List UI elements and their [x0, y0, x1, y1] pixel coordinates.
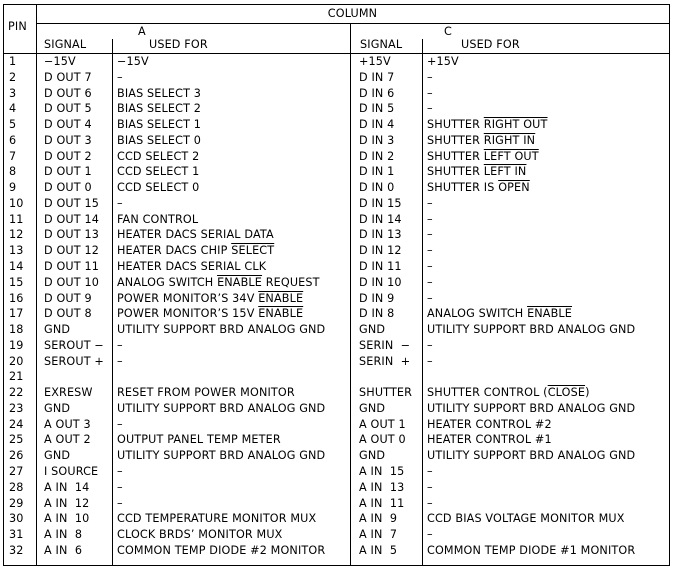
c-used-for: [427, 402, 635, 416]
c-used-for-text: UTILITY SUPPORT BRD ANALOG GND: [427, 323, 636, 337]
a-used-for-text: HEATER DACS SERIAL DATA: [117, 228, 274, 242]
a-used-for-text: OUTPUT PANEL TEMP METER: [117, 433, 281, 447]
c-used-for: [427, 276, 433, 290]
a-used-for-text: ANALOG SWITCH: [117, 275, 218, 289]
column-c-header: C: [444, 25, 452, 38]
a-signal: GND: [44, 449, 71, 463]
c-used-for-text: RIGHT OUT: [483, 118, 548, 132]
c-signal: A IN 9: [359, 512, 398, 526]
a-used-for: [117, 418, 123, 432]
c-signal: D IN 15: [359, 196, 402, 210]
divider-pin-column: [36, 5, 37, 565]
pin-number: 6: [9, 133, 17, 147]
a-used-for-text: ENABLE: [217, 275, 263, 289]
a-signal: GND: [44, 323, 71, 337]
c-signal: +15V: [359, 55, 391, 68]
c-used-for: [427, 102, 433, 116]
pin-number: 32: [9, 543, 24, 557]
pin-number: 18: [9, 323, 24, 337]
divider-a-c: [350, 23, 351, 565]
pin-number: 22: [9, 386, 24, 400]
a-used-for-text: BIAS SELECT 0: [117, 133, 202, 147]
c-signal-header: SIGNAL: [360, 38, 403, 51]
a-used-for: [117, 260, 266, 274]
c-used-for-text: –: [427, 275, 433, 289]
pin-number: 5: [9, 118, 17, 132]
c-signal: D IN 13: [359, 228, 402, 242]
c-used-for: [427, 87, 433, 101]
a-used-for-text: FAN CONTROL: [117, 212, 199, 226]
c-used-for-text: –: [427, 228, 433, 242]
c-used-for: [427, 134, 535, 148]
a-signal: D OUT 11: [44, 260, 99, 273]
c-used-for-text: –: [427, 496, 433, 510]
c-used-for: [427, 213, 433, 227]
c-signal: D IN 12: [359, 244, 402, 258]
a-signal: D OUT 10: [44, 275, 99, 289]
a-signal: D OUT 9: [44, 291, 92, 305]
pin-header: PIN: [8, 20, 27, 33]
a-used-for: [117, 292, 303, 306]
a-used-for-text: CLOCK BRDS’ MONITOR MUX: [117, 528, 283, 542]
c-signal: D IN 1: [359, 165, 395, 179]
c-used-for-text: –: [427, 480, 433, 494]
a-used-for-text: UTILITY SUPPORT BRD ANALOG GND: [117, 449, 326, 463]
a-used-for-text: –: [117, 338, 123, 352]
divider-a-signal: [112, 39, 113, 565]
a-used-for: [117, 276, 320, 290]
c-used-for: [427, 544, 635, 558]
c-used-for: [427, 165, 526, 179]
pin-number: 3: [9, 86, 17, 100]
c-signal: D IN 4: [359, 118, 395, 132]
a-used-for-text: HEATER DACS CHIP: [117, 244, 232, 258]
c-used-for-text: COMMON TEMP DIODE #1 MONITOR: [427, 543, 636, 557]
c-used-for: [427, 339, 433, 353]
divider-column-header: [36, 23, 669, 24]
a-signal: A IN 14: [44, 480, 90, 494]
pin-number: 10: [9, 196, 24, 210]
c-used-for-text: HEATER CONTROL #2: [427, 417, 552, 431]
c-used-for-text: –: [427, 102, 433, 116]
c-used-for: [427, 433, 552, 447]
pin-number: 13: [9, 244, 24, 258]
c-signal: A IN 13: [359, 480, 405, 494]
c-used-for-text: –: [427, 354, 433, 368]
c-used-for: [427, 512, 625, 526]
a-used-for: [117, 528, 282, 542]
pin-number: 23: [9, 401, 24, 415]
a-used-for-text: BIAS SELECT 1: [117, 118, 202, 132]
c-used-for: [427, 307, 572, 321]
c-used-for-text: CLOSE: [547, 386, 586, 400]
a-signal: A IN 10: [44, 512, 90, 526]
a-used-for-text: SELECT: [231, 244, 275, 258]
divider-header-body: [4, 53, 669, 54]
a-used-for-text: UTILITY SUPPORT BRD ANALOG GND: [117, 323, 326, 337]
pin-number: 20: [9, 354, 24, 368]
c-used-for-text: –: [427, 70, 433, 84]
a-signal: D OUT 12: [44, 244, 99, 258]
a-used-for-text: CCD SELECT 1: [117, 165, 200, 179]
a-signal: −15V: [44, 55, 76, 68]
c-signal: D IN 10: [359, 275, 402, 289]
pin-number: 29: [9, 496, 24, 510]
a-used-for-text: BIAS SELECT 3: [117, 86, 202, 100]
c-used-for-text: +15V: [427, 55, 459, 68]
pinout-table: [3, 4, 670, 566]
c-signal: D IN 11: [359, 260, 402, 273]
a-signal: I SOURCE: [44, 465, 99, 479]
a-used-for-text: –: [117, 480, 123, 494]
c-used-for-text: –: [427, 465, 433, 479]
a-used-for: [117, 433, 281, 447]
a-used-for: [117, 213, 198, 227]
a-signal: D OUT 14: [44, 212, 99, 226]
c-used-for-text: SHUTTER: [427, 118, 484, 132]
c-used-for-text: SHUTTER CONTROL (: [427, 386, 548, 400]
c-used-for: [427, 55, 459, 69]
a-used-for: [117, 244, 274, 258]
c-used-for: [427, 323, 635, 337]
pin-number: 31: [9, 528, 24, 542]
c-used-for: [427, 181, 530, 195]
c-used-for-text: –: [427, 212, 433, 226]
c-signal: GND: [359, 449, 386, 463]
pin-number: 16: [9, 291, 24, 305]
a-signal: A OUT 2: [44, 433, 91, 447]
c-used-for: [427, 386, 590, 400]
pin-number: 14: [9, 260, 24, 273]
pin-number: 4: [9, 102, 17, 116]
column-header: COLUMN: [327, 7, 378, 20]
pin-number: 2: [9, 70, 17, 84]
c-used-for-text: CCD BIAS VOLTAGE MONITOR MUX: [427, 512, 625, 526]
c-used-for: [427, 355, 433, 369]
pin-number: 25: [9, 433, 24, 447]
a-used-for: [117, 402, 325, 416]
a-signal: D OUT 2: [44, 149, 92, 163]
pin-number: 17: [9, 307, 24, 321]
a-used-for: [117, 355, 123, 369]
c-signal: D IN 14: [359, 212, 402, 226]
a-used-for: [117, 449, 325, 463]
pin-number: 30: [9, 512, 24, 526]
c-used-for-text: SHUTTER: [427, 149, 484, 163]
c-used-for: [427, 260, 433, 274]
a-used-for-text: –: [117, 196, 123, 210]
c-used-for: [427, 71, 433, 85]
a-used-for: [117, 181, 199, 195]
c-signal: SERIN +: [359, 354, 411, 368]
pin-number: 27: [9, 465, 24, 479]
c-used-for: [427, 465, 433, 479]
a-used-for: [117, 150, 199, 164]
c-used-for-text: HEATER CONTROL #1: [427, 433, 552, 447]
c-used-for-text: SHUTTER: [427, 133, 484, 147]
c-signal: SHUTTER: [359, 386, 413, 400]
a-used-for: [117, 228, 274, 242]
a-used-for-text: POWER MONITOR’S 34V: [117, 291, 259, 305]
a-used-for: [117, 165, 199, 179]
c-used-for-header: USED FOR: [461, 38, 520, 51]
c-signal: D IN 6: [359, 86, 395, 100]
c-used-for-text: RIGHT IN: [483, 133, 536, 147]
a-used-for: [117, 307, 303, 321]
c-used-for-text: LEFT OUT: [483, 149, 539, 163]
a-signal: SEROUT +: [44, 354, 104, 368]
a-used-for-text: POWER MONITOR’S 15V: [117, 307, 259, 321]
c-signal: D IN 0: [359, 181, 395, 195]
a-signal: SEROUT −: [44, 338, 104, 352]
c-signal: A IN 15: [359, 465, 405, 479]
c-signal: GND: [359, 401, 386, 415]
c-used-for-text: ): [585, 386, 590, 400]
a-signal: A IN 12: [44, 496, 90, 510]
c-used-for-text: –: [427, 244, 433, 258]
c-signal: A OUT 1: [359, 417, 406, 431]
pin-number: 21: [9, 370, 24, 384]
a-used-for-header: USED FOR: [149, 38, 208, 51]
column-a-header: A: [138, 25, 146, 38]
a-signal: D OUT 1: [44, 165, 92, 179]
a-used-for: [117, 544, 325, 558]
c-used-for-text: UTILITY SUPPORT BRD ANALOG GND: [427, 449, 636, 463]
pin-number: 15: [9, 275, 24, 289]
c-used-for-text: –: [427, 86, 433, 100]
c-signal: A IN 7: [359, 528, 398, 542]
a-used-for-text: –: [117, 465, 123, 479]
pin-number: 24: [9, 417, 24, 431]
c-used-for: [427, 481, 433, 495]
a-signal: D OUT 0: [44, 181, 92, 195]
a-used-for-text: ENABLE: [258, 307, 304, 321]
c-signal: A IN 5: [359, 543, 398, 557]
c-signal: SERIN −: [359, 338, 411, 352]
c-signal: D IN 2: [359, 149, 395, 163]
a-signal: A IN 8: [44, 528, 83, 542]
pin-number: 11: [9, 212, 24, 226]
a-used-for: [117, 497, 123, 511]
c-used-for-text: –: [427, 528, 433, 542]
divider-c-signal: [422, 39, 423, 565]
a-used-for-text: BIAS SELECT 2: [117, 102, 202, 116]
a-used-for: [117, 118, 201, 132]
a-used-for-text: –: [117, 417, 123, 431]
c-used-for: [427, 449, 635, 463]
a-signal: A OUT 3: [44, 417, 91, 431]
a-signal: D OUT 5: [44, 102, 92, 116]
a-signal: EXRESW: [44, 386, 93, 400]
a-signal: A IN 6: [44, 543, 83, 557]
c-used-for-text: –: [427, 338, 433, 352]
a-used-for: [117, 134, 201, 148]
a-used-for: [117, 323, 325, 337]
a-used-for-text: –: [117, 354, 123, 368]
a-signal: GND: [44, 401, 71, 415]
c-used-for: [427, 292, 433, 306]
a-signal: D OUT 4: [44, 118, 92, 132]
c-signal: A OUT 0: [359, 433, 406, 447]
pin-number: 26: [9, 449, 24, 463]
pin-number: 19: [9, 338, 24, 352]
a-used-for-text: COMMON TEMP DIODE #2 MONITOR: [117, 543, 326, 557]
pin-number: 8: [9, 165, 17, 179]
a-used-for-text: REQUEST: [262, 275, 320, 289]
a-used-for-text: CCD SELECT 0: [117, 181, 200, 195]
a-used-for: [117, 87, 201, 101]
a-used-for: [117, 197, 123, 211]
a-used-for-text: RESET FROM POWER MONITOR: [117, 386, 295, 400]
a-used-for: [117, 481, 123, 495]
c-used-for-text: ENABLE: [527, 307, 573, 321]
pin-number: 28: [9, 480, 24, 494]
a-signal: D OUT 3: [44, 133, 92, 147]
a-used-for: [117, 386, 295, 400]
pin-number: 7: [9, 149, 17, 163]
a-used-for-text: −15V: [117, 55, 149, 68]
a-used-for: [117, 465, 123, 479]
a-used-for-text: –: [117, 496, 123, 510]
c-used-for: [427, 150, 539, 164]
a-used-for-text: UTILITY SUPPORT BRD ANALOG GND: [117, 401, 326, 415]
a-used-for: [117, 55, 149, 69]
a-used-for-text: ENABLE: [258, 291, 304, 305]
c-used-for: [427, 197, 433, 211]
c-signal: D IN 3: [359, 133, 395, 147]
a-signal: D OUT 13: [44, 228, 99, 242]
c-used-for-text: OPEN: [498, 181, 530, 195]
c-used-for: [427, 244, 433, 258]
a-used-for-text: HEATER DACS SERIAL CLK: [117, 260, 267, 273]
c-used-for: [427, 418, 552, 432]
c-signal: D IN 7: [359, 70, 395, 84]
a-used-for: [117, 71, 123, 85]
c-signal: D IN 8: [359, 307, 395, 321]
a-used-for-text: –: [117, 70, 123, 84]
a-used-for-text: CCD SELECT 2: [117, 149, 200, 163]
c-signal: D IN 5: [359, 102, 395, 116]
a-signal: D OUT 6: [44, 86, 92, 100]
c-signal: A IN 11: [359, 496, 405, 510]
pin-number: 9: [9, 181, 17, 195]
a-used-for-text: CCD TEMPERATURE MONITOR MUX: [117, 512, 317, 526]
c-signal: D IN 9: [359, 291, 395, 305]
a-used-for: [117, 339, 123, 353]
a-signal-header: SIGNAL: [44, 38, 87, 51]
a-signal: D OUT 8: [44, 307, 92, 321]
a-signal: D OUT 7: [44, 70, 92, 84]
c-used-for-text: –: [427, 291, 433, 305]
c-used-for: [427, 497, 433, 511]
a-used-for: [117, 512, 316, 526]
c-signal: GND: [359, 323, 386, 337]
a-used-for: [117, 102, 201, 116]
c-used-for: [427, 228, 433, 242]
c-used-for-text: –: [427, 196, 433, 210]
c-used-for: [427, 118, 548, 132]
c-used-for-text: –: [427, 260, 433, 273]
a-signal: D OUT 15: [44, 196, 99, 210]
c-used-for: [427, 528, 433, 542]
pin-number: 1: [9, 55, 17, 68]
c-used-for-text: LEFT IN: [483, 165, 527, 179]
c-used-for-text: SHUTTER IS: [427, 181, 499, 195]
c-used-for-text: SHUTTER: [427, 165, 484, 179]
pin-number: 12: [9, 228, 24, 242]
c-used-for-text: UTILITY SUPPORT BRD ANALOG GND: [427, 401, 636, 415]
c-used-for-text: ANALOG SWITCH: [427, 307, 528, 321]
